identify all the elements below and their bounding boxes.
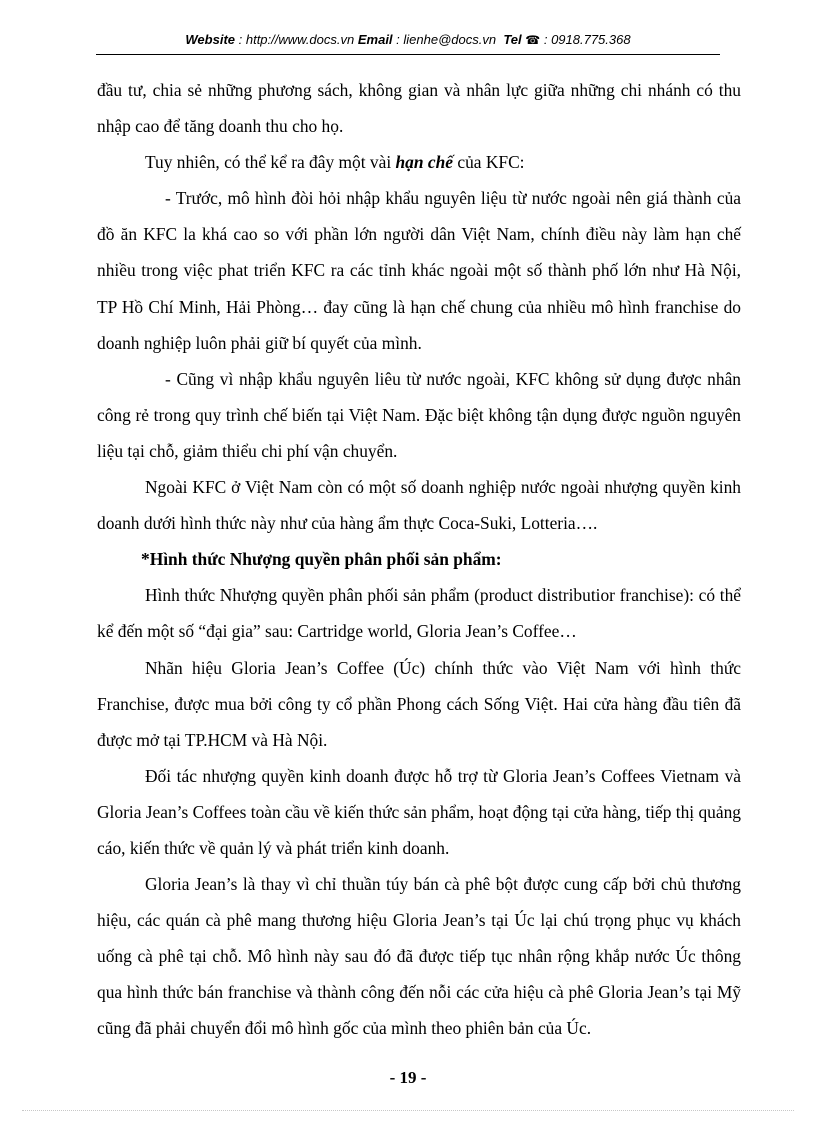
page-number: - 19 - (389, 1068, 427, 1087)
tel-label: Tel (503, 32, 522, 47)
limitations-text-before: Tuy nhiên, có thể kể ra đây một vài (145, 152, 396, 173)
paragraph-intro: đầu tư, chia sẻ những phương sách, không gian và nhân lực giữa những chi nhánh có thu nhập cao để tăng doanh thu cho họ. (97, 80, 741, 137)
paragraph-limitations (97, 144, 741, 180)
email-address: : lienhe@docs.vn (396, 32, 497, 47)
website-label: Website (185, 32, 235, 47)
section-heading: *Hình thức Nhượng quyền phân phối sản phẩm: (141, 549, 502, 570)
website-url: : http://www.docs.vn (238, 32, 355, 47)
limitations-text-after: của KFC: (453, 152, 525, 173)
paragraph-distribution-franchise: Hình thức Nhượng quyền phân phối sản phẩm (product distributior franchise): có thể kể đến một số “đại gia” sau: Cartridge world, Gloria Jean’s Coffee… (97, 585, 741, 642)
bottom-divider (22, 1110, 794, 1111)
paragraph-partner-support: Đối tác nhượng quyền kinh doanh được hỗ trợ từ Gloria Jean’s Coffees Vietnam và Gloria Jean’s Coffees toàn cầu về kiến thức sản phẩm, hoạt động tại cửa hàng, tiếp thị quảng cáo, kiến thức về quản lý và phát triển kinh doanh. (97, 765, 741, 858)
tel-number: : 0918.775.368 (543, 32, 631, 47)
phone-icon: ☎ (525, 33, 541, 47)
document-body (97, 72, 741, 1047)
limitations-highlight: hạn chế (395, 152, 454, 173)
paragraph-gloria-jeans-model: Gloria Jean’s là thay vì chỉ thuần túy bán cà phê bột được cung cấp bởi chủ thương hiệu, các quán cà phê mang thương hiệu Gloria Jean’s tại Úc lại chú trọng phục vụ khách uống cà phê tại chỗ. Mô hình này sau đó đã được tiếp tục nhân rộng khắp nước Úc thông qua hình thức bán franchise và thành công đến nỗi các cửa hiệu cà phê Gloria Jean’s tại Mỹ cũng đã phải chuyển đổi mô hình gốc của mình theo phiên bản của Úc. (97, 874, 741, 1039)
email-label: Email (357, 32, 393, 47)
page-header (96, 26, 720, 55)
paragraph-other-franchises: Ngoài KFC ở Việt Nam còn có một số doanh nghiệp nước ngoài nhượng quyền kinh doanh dưới hình thức này như của hàng ẩm thực Coca-Suki, Lotteria…. (97, 477, 741, 534)
paragraph-gloria-jeans-entry: Nhãn hiệu Gloria Jean’s Coffee (Úc) chính thức vào Việt Nam với hình thức Franchise, được mua bởi công ty cổ phần Phong cách Sống Việt. Hai cửa hàng đầu tiên đã được mở tại TP.HCM và Hà Nội. (97, 657, 741, 750)
paragraph-limitation-import-cost: - Trước, mô hình đòi hỏi nhập khẩu nguyên liệu từ nước ngoài nên giá thành của đồ ăn KFC la khá cao so với phần lớn người dân Việt Nam, chính điều này làm hạn chế nhiều trong việc phat triển KFC ra các tỉnh khác ngoài một số thành phố lớn như Hà Nội, TP Hồ Chí Minh, Hải Phòng… đay cũng là hạn chế chung của nhiều mô hình franchise do doanh nghiệp luôn phải giữ bí quyết của mình. (97, 188, 741, 353)
paragraph-limitation-labor: - Cũng vì nhập khẩu nguyên liêu từ nước ngoài, KFC không sử dụng được nhân công rẻ trong quy trình chế biến tại Việt Nam. Đặc biệt không tận dụng được nguồn nguyên liệu tại chỗ, giảm thiểu chi phí vận chuyển. (97, 368, 741, 461)
